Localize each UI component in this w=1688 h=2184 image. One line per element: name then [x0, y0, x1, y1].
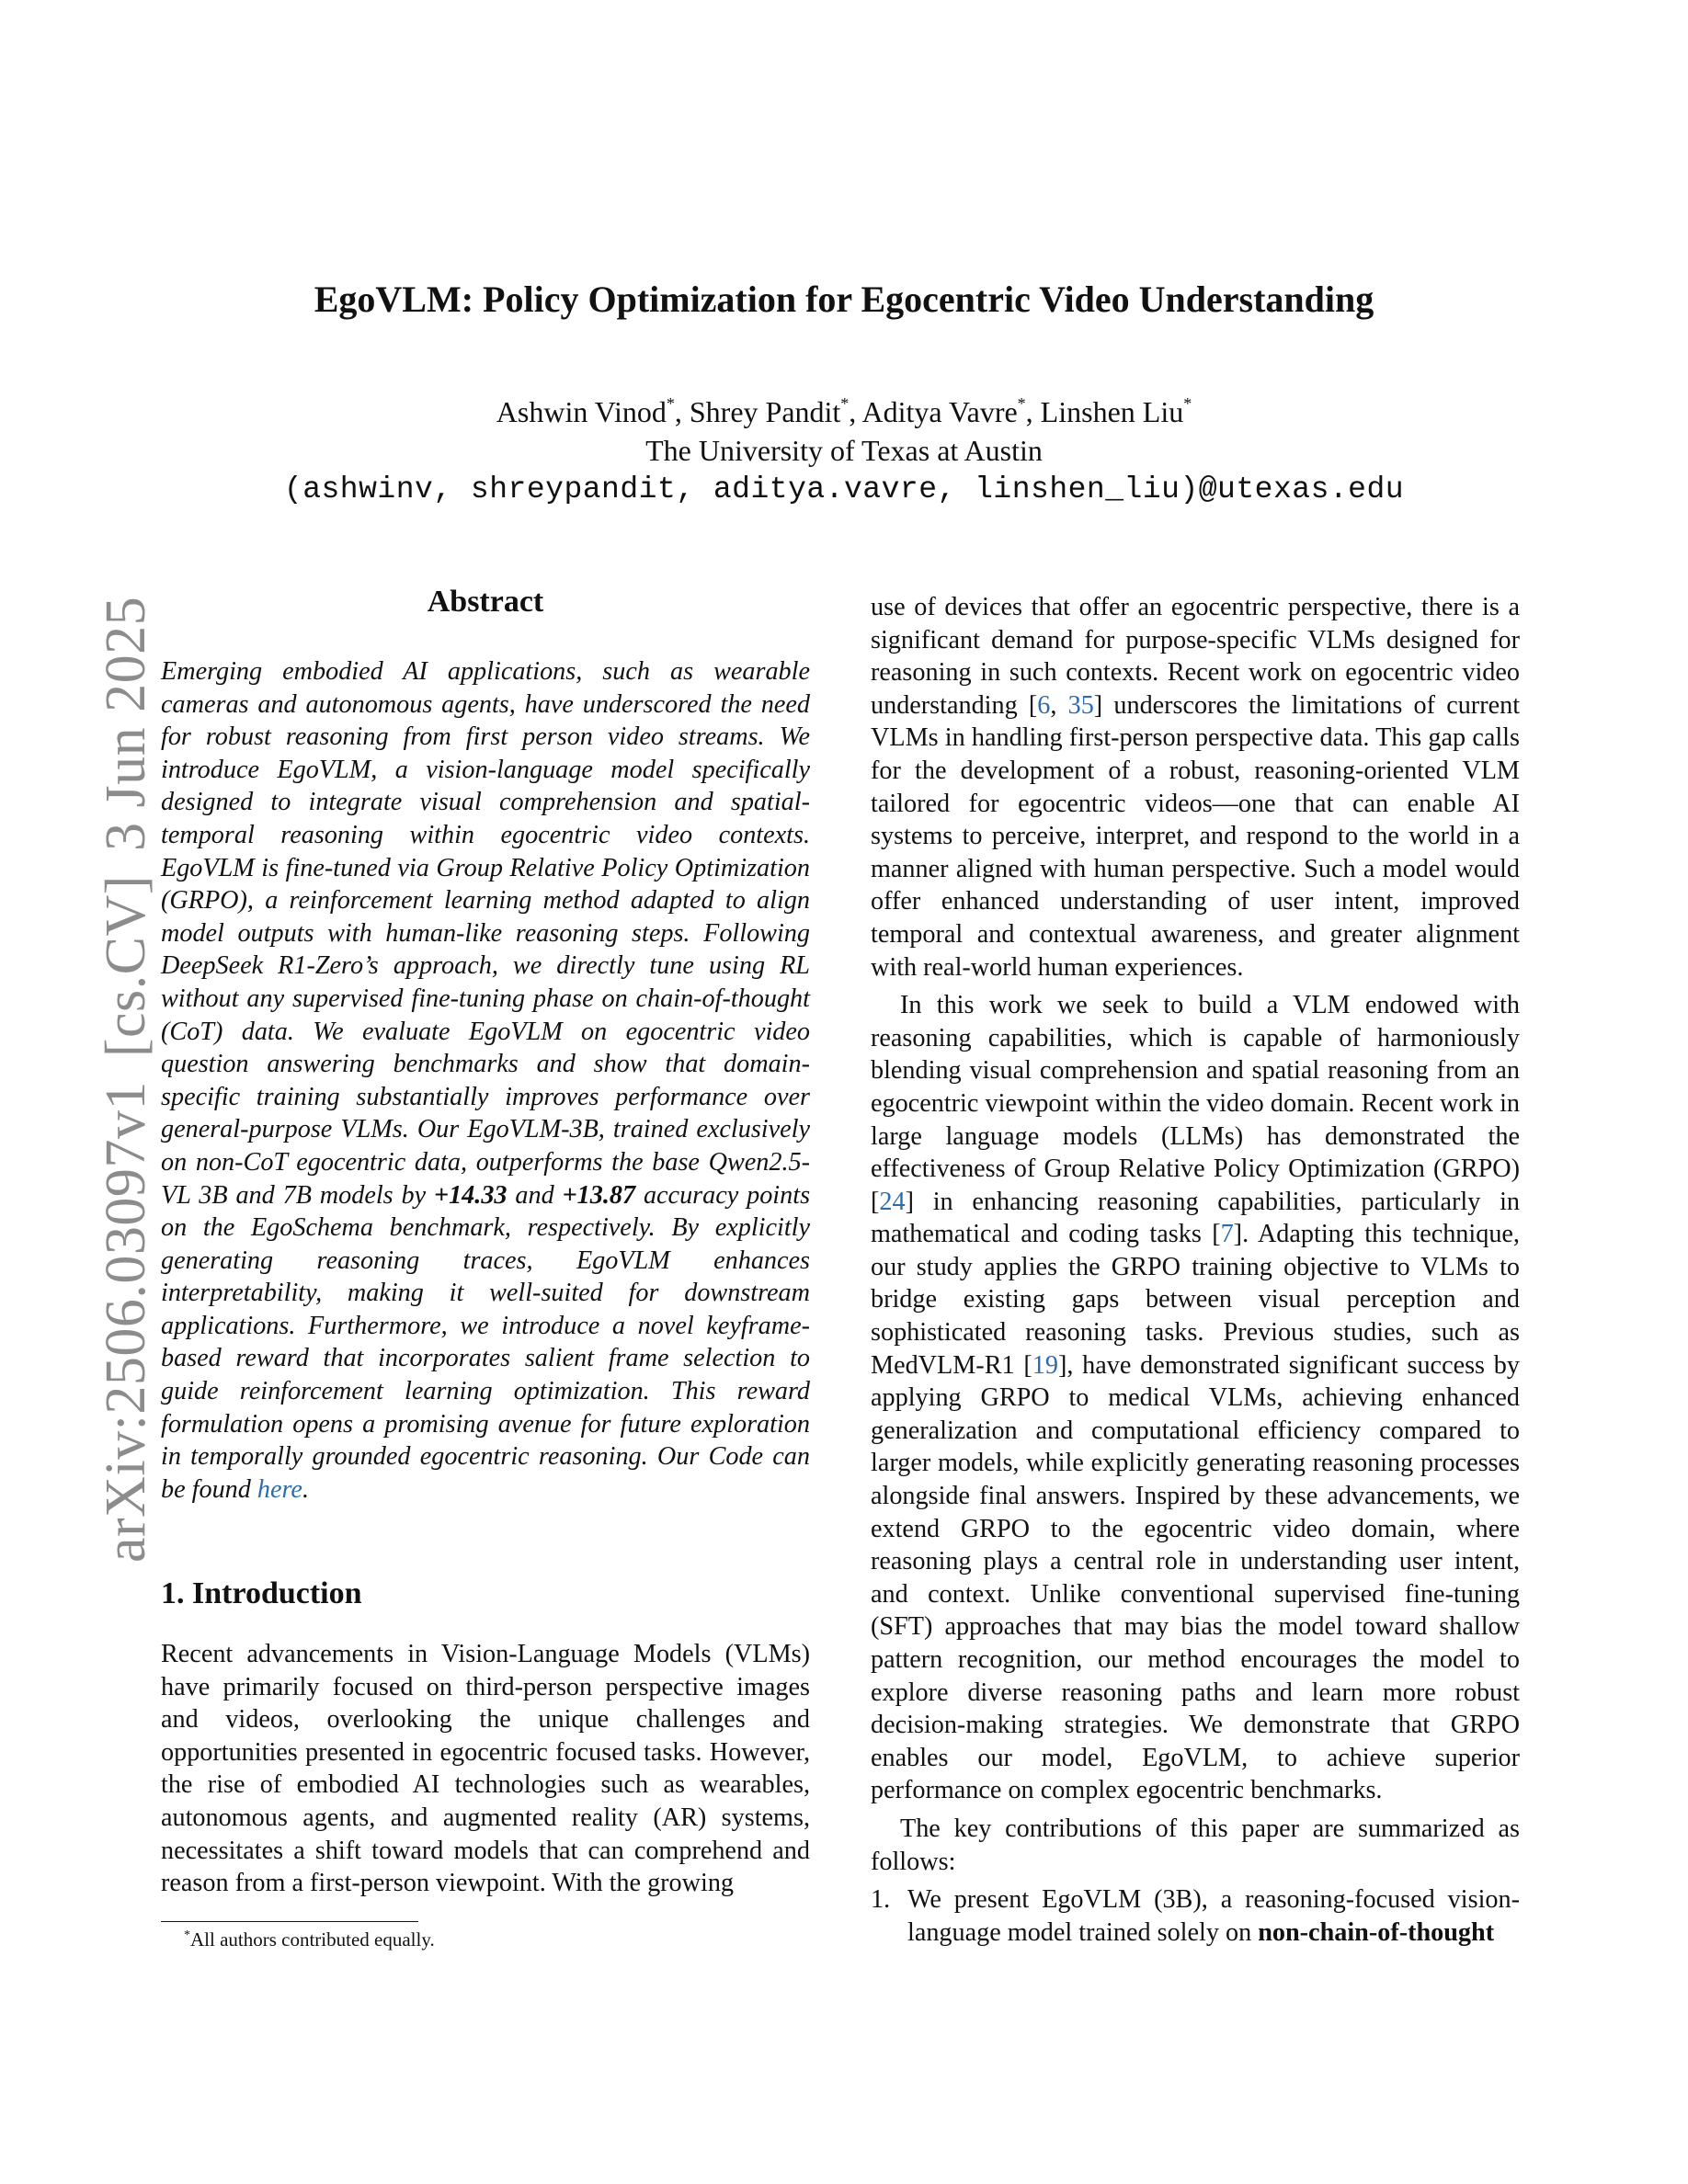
abstract-score-3b: +14.33	[434, 1180, 508, 1210]
contribution-number: 1.	[871, 1885, 891, 1915]
footnote-divider	[161, 1921, 418, 1922]
citation-link[interactable]: 24	[879, 1187, 906, 1216]
equal-contrib-mark: *	[666, 394, 675, 413]
abstract-body	[161, 655, 810, 1506]
paragraph-text: use of devices that offer an egocentric perspective, there is a significant demand for purpose-specific VLMs designed for reasoning in such contexts. Recent work on egocentric video understanding	[871, 593, 1520, 720]
footnote-mark: *	[184, 1928, 190, 1942]
right-column	[871, 591, 1520, 1949]
author-name: Aditya Vavre	[861, 395, 1018, 428]
section-heading-introduction: 1. Introduction	[161, 1576, 362, 1610]
paragraph-text: In this work we seek to build a VLM endowed with reasoning capabilities, which is capable of harmoniously blending visual comprehension and spatial reasoning from an egocentric viewpoint within the video domain. Recent work in large language models (LLMs) has demonstrated the effectiveness of Group Relative Policy Optimization (GRPO)	[871, 991, 1520, 1184]
citation-link[interactable]: 6	[1037, 690, 1051, 720]
equal-contrib-mark: *	[1183, 394, 1192, 413]
footnote	[184, 1928, 435, 1951]
intro-paragraph: use of devices that offer an egocentric perspective, there is a significant demand for purpose-specific VLMs designed for reasoning in such contexts. Recent work on egocentric video understanding [6, 35] underscores the limitations of current VLMs in handling first-person perspective data. This gap calls for the development of a robust, reasoning-oriented VLM tailored for egocentric videos—one that can enable AI systems to perceive, interpret, and respond to the world in a manner aligned with human perspective. Such a model would offer enhanced understanding of user intent, improved temporal and contextual awareness, and greater alignment with real-world human experiences.	[871, 593, 1521, 982]
arxiv-date: 3 Jun 2025	[95, 596, 157, 852]
code-link[interactable]: here	[257, 1474, 302, 1504]
paragraph-text: , have demonstrated significant success by applying GRPO to medical VLMs, achieving enhanced generalization and computational efficiency compared to larger models, while explicitly generating reasoning processes alongside final answers. Inspired by these advancements, we extend GRPO to the egocentric video domain, where reasoning plays a central role in understanding user intent, and context. Unlike conventional supervised fine-tuning (SFT) approaches that may bias the model toward shallow pattern recognition, our method encourages the model to explore diverse reasoning paths and learn more robust decision-making strategies. We demonstrate that GRPO enables our model, EgoVLM, to achieve superior performance on complex egocentric benchmarks.	[871, 1350, 1520, 1805]
abstract-score-7b: +13.87	[562, 1180, 636, 1210]
intro-paragraph: The key contributions of this paper are summarized as follows:	[871, 1814, 1520, 1876]
paragraph-text: . Adapting this technique, our study applies the GRPO training objective to VLMs to bridge existing gaps between visual perception and sophisticated reasoning tasks. Previous studies, such as MedVLM-R1	[871, 1220, 1520, 1380]
citation-link[interactable]: 7	[1220, 1220, 1234, 1249]
abstract-heading: Abstract	[427, 585, 544, 619]
citation-link[interactable]: 19	[1032, 1350, 1058, 1380]
footnote-text: All authors contributed equally.	[190, 1928, 435, 1951]
contribution-item	[871, 1883, 1520, 1949]
equal-contrib-mark: *	[1017, 394, 1026, 413]
abstract-text: accuracy points on the EgoSchema benchmark, respectively. By explicitly generating reasoning traces, EgoVLM enhances interpretability, making it well-suited for downstream applications. Furthermore, we introduce a novel keyframe-based reward that incorporates salient frame selection to guide reinforcement learning optimization. This reward formulation opens a promising avenue for future exploration in temporally grounded egocentric reasoning. Our Code can be found	[161, 1180, 811, 1504]
abstract-text: Emerging embodied AI applications, such as wearable cameras and autonomous agents, have underscored the need for robust reasoning from first person video streams. We introduce EgoVLM, a vision-language model specifically designed to integrate visual comprehension and spatial-temporal reasoning within egocentric video contexts. EgoVLM is fine-tuned via Group Relative Policy Optimization (GRPO), a reinforcement learning method adapted to align model outputs with human-like reasoning steps. Following DeepSeek R1-Zero’s approach, we directly tune using RL without any supervised fine-tuning phase on chain-of-thought (CoT) data. We evaluate EgoVLM on egocentric video question answering benchmarks and show that domain-specific training substantially improves performance over general-purpose VLMs. Our EgoVLM-3B, trained exclusively on non-CoT egocentric data, outperforms the base Qwen2.5-VL 3B and 7B models by	[161, 657, 810, 1210]
author-name: Shrey Pandit	[689, 395, 841, 428]
paragraph-text: in enhancing reasoning capabilities, particularly in mathematical and coding tasks	[871, 1187, 1521, 1249]
citation-link[interactable]: 35	[1067, 690, 1094, 720]
paragraph-text: underscores the limitations of current VLMs in handling first-person perspective data. This gap calls for the development of a robust, reasoning-oriented VLM tailored for egocentric videos—one that can enable AI systems to perceive, interpret, and respond to the world in a manner aligned with human perspective. Such a model would offer enhanced understanding of user intent, improved temporal and contextual awareness, and greater alignment with real-world human experiences.	[871, 690, 1521, 982]
paper-title: EgoVLM: Policy Optimization for Egocentric Video Understanding	[314, 279, 1374, 320]
abstract-end: .	[302, 1474, 309, 1504]
author-name: Linshen Liu	[1040, 395, 1184, 428]
author-list: Ashwin Vinod*, Shrey Pandit*, Aditya Vavre*, Linshen Liu*	[496, 394, 1192, 428]
contribution-bold: non-chain-of-thought	[1258, 1917, 1495, 1947]
equal-contrib-mark: *	[840, 394, 850, 413]
abstract-text: and	[515, 1180, 554, 1210]
intro-left-column-text: Recent advancements in Vision-Language Models (VLMs) have primarily focused on third-person perspective images and videos, overlooking the unique challenges and opportunities presented in egocentric focused tasks. However, the rise of embodied AI technologies such as wearables, autonomous agents, and augmented reality (AR) systems, necessitates a shift toward models that can comprehend and reason from a first-person viewpoint. With the growing	[161, 1640, 810, 1898]
author-name: Ashwin Vinod	[496, 395, 667, 428]
arxiv-id: arXiv:2506.03097v1	[95, 1081, 157, 1563]
arxiv-category: [cs.CV]	[95, 875, 157, 1058]
author-emails: (ashwinv, shreypandit, aditya.vavre, linshen_liu)@utexas.edu	[283, 472, 1405, 506]
affiliation: The University of Texas at Austin	[645, 434, 1043, 467]
contribution-text: We present EgoVLM (3B), a reasoning-focused vision-language model trained solely on	[907, 1885, 1520, 1947]
arxiv-side-identifier	[94, 597, 159, 1563]
intro-paragraph: In this work we seek to build a VLM endowed with reasoning capabilities, which is capable of harmoniously blending visual comprehension and spatial reasoning from an egocentric viewpoint within the video domain. Recent work in large language models (LLMs) has demonstrated the effectiveness of Group Relative Policy Optimization (GRPO) [24] in enhancing reasoning capabilities, particularly in mathematical and coding tasks [7]. Adapting this technique, our study applies the GRPO training objective to VLMs to bridge existing gaps between visual perception and sophisticated reasoning tasks. Previous studies, such as MedVLM-R1 [19], have demonstrated significant success by applying GRPO to medical VLMs, achieving enhanced generalization and computational efficiency compared to larger models, while explicitly generating reasoning processes alongside final answers. Inspired by these advancements, we extend GRPO to the egocentric video domain, where reasoning plays a central role in understanding user intent, and context. Unlike conventional supervised fine-tuning (SFT) approaches that may bias the model toward shallow pattern recognition, our method encourages the model to explore diverse reasoning paths and learn more robust decision-making strategies. We demonstrate that GRPO enables our model, EgoVLM, to achieve superior performance on complex egocentric benchmarks.	[871, 991, 1521, 1805]
